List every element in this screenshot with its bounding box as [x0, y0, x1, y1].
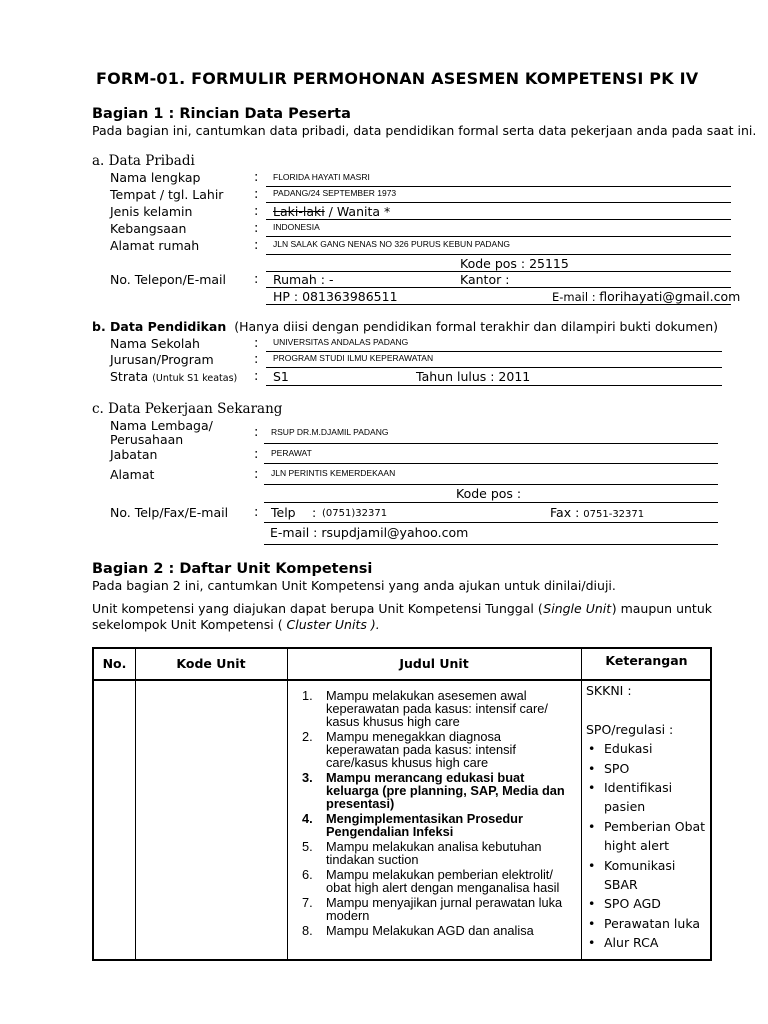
keterangan-item	[586, 739, 711, 758]
bullet-icon: •	[588, 915, 596, 931]
kodepos-pribadi: Kode pos : 25115	[460, 256, 569, 271]
field-line	[266, 254, 731, 255]
judul-item-number: 3.	[302, 770, 313, 785]
colon: :	[254, 336, 259, 351]
data-pekerjaan-heading: c. Data Pekerjaan Sekarang	[92, 401, 283, 417]
header-judul-unit: Judul Unit	[399, 656, 469, 671]
judul-item	[302, 730, 577, 769]
keterangan-item-text: Perawatan luka	[604, 915, 700, 931]
keterangan-item	[586, 817, 711, 856]
field-line	[264, 484, 718, 485]
keterangan-item-text: SPO	[604, 760, 630, 776]
jabatan-value: PERAWAT	[271, 448, 312, 458]
nama-label: Nama lengkap	[110, 170, 201, 185]
header-no: No.	[102, 656, 127, 671]
lembaga-value: RSUP DR.M.DJAMIL PADANG	[271, 427, 389, 437]
lembaga-label-1: Nama Lembaga/	[110, 418, 213, 433]
colon: :	[254, 505, 259, 520]
colon: :	[254, 221, 259, 236]
field-line	[266, 287, 731, 288]
judul-item	[302, 812, 577, 838]
ket-skkni: SKKNI :	[586, 683, 632, 698]
judul-item-text: Mampu melakukan analisa kebutuhan tindakan suction	[326, 839, 542, 867]
jk-rest: / Wanita *	[324, 204, 391, 219]
header-kode-unit: Kode Unit	[176, 656, 246, 671]
email-value: florihayati@gmail.com	[599, 289, 741, 304]
data-pendidikan-heading	[92, 319, 718, 334]
sekolah-value: UNIVERSITAS ANDALAS PADANG	[273, 337, 409, 347]
hp-value: HP : 081363986511	[273, 289, 398, 304]
bullet-icon: •	[588, 818, 596, 834]
ket-spo: SPO/regulasi :	[586, 721, 674, 737]
judul-item-text: Mampu merancang edukasi buat keluarga (pre planning, SAP, Media dan presentasi)	[326, 770, 565, 811]
bullet-icon: •	[588, 780, 596, 796]
field-line	[264, 522, 718, 523]
telp-label: Telp	[271, 505, 296, 520]
para-part1: Unit kompetensi yang diajukan dapat berupa Unit Kompetensi Tunggal (	[92, 601, 543, 616]
field-line	[264, 443, 718, 444]
jabatan-label: Jabatan	[110, 447, 158, 462]
colon: :	[254, 369, 259, 384]
field-line	[266, 202, 731, 203]
field-line	[266, 385, 722, 386]
pendidikan-note: (Hanya diisi dengan pendidikan formal terakhir dan dilampiri bukti dokumen)	[234, 319, 718, 334]
judul-item	[302, 689, 577, 728]
judul-item-number: 1.	[302, 688, 313, 703]
judul-item-number: 7.	[302, 895, 313, 910]
judul-item-number: 4.	[302, 811, 313, 826]
bagian1-heading: Bagian 1 : Rincian Data Peserta	[92, 106, 351, 122]
judul-item-text: Mampu melakukan asesemen awal keperawatan pada kasus: intensif care/ kasus khusus high care	[326, 688, 548, 729]
judul-item	[302, 924, 577, 937]
nama-value: FLORIDA HAYATI MASRI	[273, 172, 370, 182]
judul-item	[302, 868, 577, 894]
bagian2-heading: Bagian 2 : Daftar Unit Kompetensi	[92, 561, 373, 577]
telp-colon: :	[312, 505, 317, 520]
keterangan-item	[586, 914, 711, 933]
colon: :	[254, 467, 259, 482]
email-pribadi	[552, 289, 740, 304]
keterangan-item-text: Identifikasi pasien	[604, 780, 673, 815]
judul-unit-list	[302, 689, 577, 939]
lembaga-label-2: Perusahaan	[110, 432, 184, 447]
keterangan-item	[586, 778, 711, 817]
judul-item-text: Mampu melakukan pemberian elektrolit/ obat high alert dengan menganalisa hasil	[326, 867, 560, 895]
tahun-lulus: Tahun lulus : 2011	[416, 369, 531, 384]
judul-item-number: 5.	[302, 839, 313, 854]
field-line	[266, 304, 731, 305]
bagian2-desc: Pada bagian 2 ini, cantumkan Unit Kompetensi yang anda ajukan untuk dinilai/diuji.	[92, 578, 616, 593]
colon: :	[254, 187, 259, 202]
colon: :	[254, 238, 259, 253]
header-keterangan: Keterangan	[605, 653, 688, 668]
telepon-label: No. Telepon/E-mail	[110, 272, 226, 287]
field-line	[266, 367, 722, 368]
keterangan-item	[586, 759, 711, 778]
jurusan-value: PROGRAM STUDI ILMU KEPERAWATAN	[273, 353, 434, 363]
judul-item-number: 8.	[302, 923, 313, 938]
sekolah-label: Nama Sekolah	[110, 336, 200, 351]
ttl-label: Tempat / tgl. Lahir	[110, 187, 224, 202]
fax-label: Fax :	[550, 505, 584, 520]
colon: :	[254, 352, 259, 367]
bullet-icon: •	[588, 935, 596, 951]
keterangan-item	[586, 856, 711, 895]
keterangan-item-text: Edukasi	[604, 741, 653, 757]
alamat-kantor-value: JLN PERINTIS KEMERDEKAAN	[271, 468, 396, 478]
keterangan-item	[586, 894, 711, 913]
field-line	[266, 351, 722, 352]
column-divider	[287, 649, 288, 959]
bullet-icon: •	[588, 857, 596, 873]
colon: :	[254, 447, 259, 462]
judul-item-text: Mampu menyajikan jurnal perawatan luka modern	[326, 895, 563, 923]
colon: :	[254, 425, 259, 440]
kebangsaan-label: Kebangsaan	[110, 221, 187, 236]
strata-value: S1	[273, 369, 289, 384]
email-kantor: E-mail : rsupdjamil@yahoo.com	[270, 525, 469, 540]
colon: :	[254, 204, 259, 219]
field-line	[264, 544, 718, 545]
form-title: FORM-01. FORMULIR PERMOHONAN ASESMEN KOMPETENSI PK IV	[96, 69, 699, 88]
keterangan-item-text: Pemberian Obat hight alert	[604, 818, 706, 854]
judul-item	[302, 840, 577, 866]
kodepos-kantor: Kode pos :	[456, 486, 522, 501]
jk-strike: Laki-laki	[273, 204, 325, 219]
kebangsaan-value: INDONESIA	[273, 222, 320, 232]
para-cluster: Cluster Units ).	[286, 617, 380, 632]
fax-value: 0751-32371	[583, 509, 645, 520]
jk-value	[273, 204, 390, 219]
colon: :	[254, 272, 259, 287]
bagian2-para-line1	[92, 601, 712, 616]
keterangan-item	[586, 933, 711, 952]
fax	[550, 505, 644, 520]
bullet-icon: •	[588, 760, 596, 776]
alamat-rumah-label: Alamat rumah	[110, 238, 200, 253]
field-line	[266, 236, 731, 237]
column-divider	[581, 649, 582, 959]
alamat-kantor-label: Alamat	[110, 467, 155, 482]
keterangan-item-text: Komunikasi SBAR	[604, 857, 676, 893]
keterangan-item-text: SPO AGD	[604, 896, 661, 912]
judul-item-text: Mengimplementasikan Prosedur Pengendalian Infeksi	[326, 811, 523, 839]
kantor-value: Kantor :	[460, 272, 510, 287]
strata-label	[110, 369, 237, 384]
para-single-unit: Single Unit	[543, 601, 612, 616]
bullet-icon: •	[588, 741, 596, 757]
unit-kompetensi-table	[92, 647, 712, 961]
judul-item-text: Mampu Melakukan AGD dan analisa	[326, 923, 534, 938]
telp-value: (0751)32371	[322, 508, 388, 519]
bullet-icon: •	[588, 896, 596, 912]
field-line	[266, 219, 731, 220]
telp-fax-label: No. Telp/Fax/E-mail	[110, 505, 229, 520]
alamat-rumah-value: JLN SALAK GANG NENAS NO 326 PURUS KEBUN PADANG	[273, 239, 510, 249]
field-line	[264, 502, 718, 503]
judul-item-number: 2.	[302, 729, 313, 744]
pendidikan-title: b. Data Pendidikan	[92, 319, 227, 334]
judul-item	[302, 896, 577, 922]
para-part2: ) maupun untuk	[611, 601, 712, 616]
judul-item-number: 6.	[302, 867, 313, 882]
judul-item-text: Mampu menegakkan diagnosa keperawatan pada kasus: intensif care/kasus khusus high care	[326, 729, 516, 770]
jurusan-label: Jurusan/Program	[110, 352, 214, 367]
strata-note: (Untuk S1 keatas)	[152, 373, 238, 384]
data-pribadi-heading: a. Data Pribadi	[92, 153, 195, 169]
field-line	[264, 463, 718, 464]
rumah-value: Rumah : -	[273, 272, 334, 287]
bagian1-desc: Pada bagian ini, cantumkan data pribadi, data pendidikan formal serta data pekerjaan anda pada saat ini.	[92, 123, 757, 138]
bagian2-para-line2	[92, 617, 380, 632]
colon: :	[254, 170, 259, 185]
keterangan-cell	[586, 681, 711, 953]
ttl-value: PADANG/24 SEPTEMBER 1973	[273, 188, 397, 198]
para-line2-a: sekelompok Unit Kompetensi (	[92, 617, 287, 632]
strata-text: Strata	[110, 369, 149, 384]
email-label: E-mail :	[552, 290, 600, 304]
keterangan-item-text: Alur RCA	[604, 935, 659, 951]
column-divider	[135, 649, 136, 959]
keterangan-list	[586, 739, 711, 952]
judul-item	[302, 771, 577, 810]
field-line	[266, 186, 731, 187]
jk-label: Jenis kelamin	[110, 204, 193, 219]
